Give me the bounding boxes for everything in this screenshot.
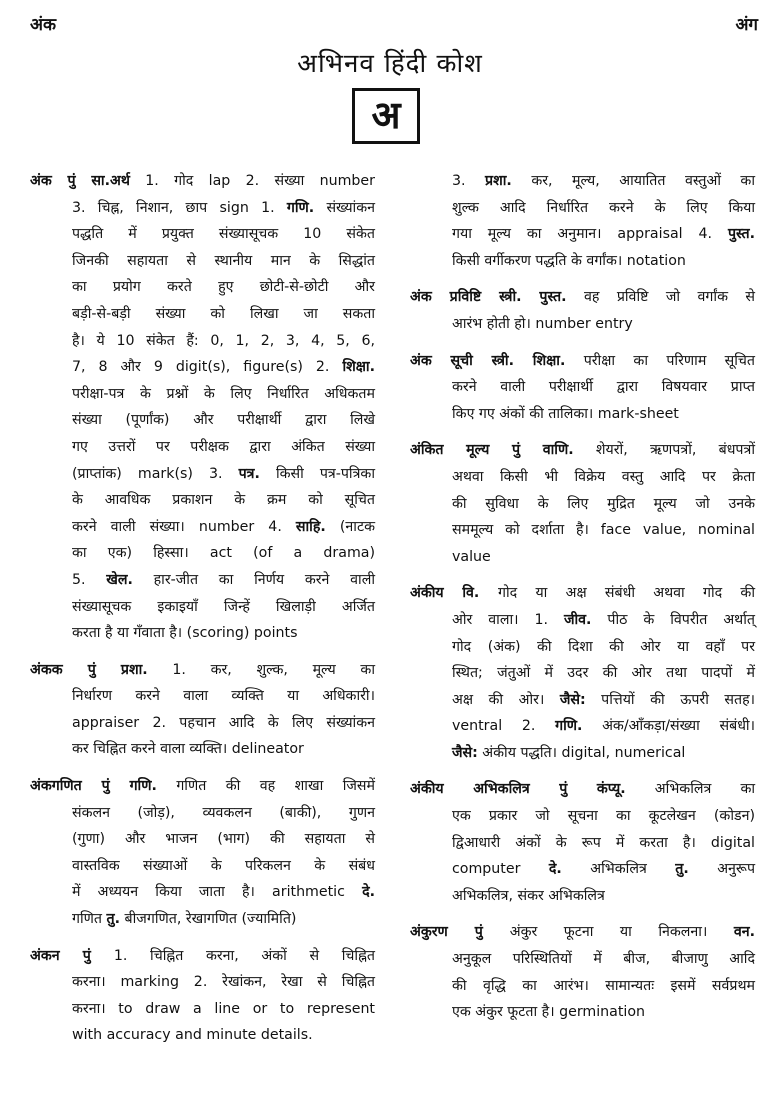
entry-line — [410, 660, 755, 687]
entry-line — [30, 879, 375, 906]
definition-text: हार-जीत का निर्णय करने वाली — [132, 571, 375, 588]
entry-line — [410, 168, 755, 195]
definition-text: करने वाली संख्या। number 4. — [72, 518, 296, 535]
definition-text: शेयरों, ऋणपत्रों, बंधपत्रों — [573, 442, 755, 459]
headword-or-label: वाणि. — [542, 442, 574, 459]
definition-text: किसी पत्र-पत्रिका — [259, 465, 375, 482]
entry-line — [410, 919, 755, 946]
definition-text: निर्धारण करने वाला व्यक्ति या अधिकारी। — [72, 688, 375, 705]
entry-line — [30, 487, 375, 514]
definition-text: का एक) हिस्सा। act (of a drama) — [72, 545, 375, 562]
entry-line — [410, 883, 755, 910]
headword-or-label: सा.अर्थ — [91, 173, 130, 189]
entry-line — [30, 943, 375, 970]
definition-text: की वृद्धि का आरंभ। सामान्यतः इसमें सर्वप्रथम — [452, 977, 755, 994]
entry-line — [30, 461, 375, 488]
definition-text: एक अंकुर फूटता है। germination — [452, 1004, 646, 1021]
entry-line — [410, 740, 755, 767]
definition-text: परीक्षा-पत्र के प्रश्नों के लिए निर्धारित अधिकतम — [72, 385, 375, 402]
headword-or-label: जैसे: — [559, 691, 586, 708]
definition-text: अनुकूल परिस्थितियों में बीज, बीजाणु आदि — [452, 951, 755, 968]
entry-line — [30, 434, 375, 461]
left-column — [30, 168, 375, 1059]
definition-text: (प्राप्तांक) mark(s) 3. — [72, 465, 239, 482]
headword-or-label: गणि. — [286, 199, 315, 216]
definition-text: अक्ष की ओर। — [452, 691, 560, 708]
right-column — [410, 168, 755, 1036]
definition-text: द्विआधारी अंकों के रूप में करता है। digital — [452, 834, 755, 851]
definition-text: ventral 2. — [452, 718, 556, 735]
headword-or-label: अंकीय अभिकलित्र — [410, 781, 560, 798]
definition-text: गए उत्तरों पर परीक्षक द्वारा अंकित संख्या — [72, 438, 375, 455]
entry-line — [30, 853, 375, 880]
headword-or-label: पुस्त. — [727, 226, 755, 243]
entry-line — [30, 683, 375, 710]
dictionary-entry — [410, 168, 755, 274]
definition-text: जिनकी सहायता से स्थानीय मान के सिद्धांत — [72, 252, 375, 269]
definition-text: गणित — [72, 911, 107, 928]
definition-text: अंकीय पद्धति। digital, numerical — [477, 744, 686, 761]
definition-text: पद्धति में प्रयुक्त संख्यासूचक 10 संकेत — [72, 226, 375, 243]
entry-line — [410, 491, 755, 518]
definition-text: किसी वर्गीकरण पद्धति के वर्गांक। notation — [452, 252, 686, 269]
definition-text: वह प्रविष्टि जो वर्गांक से — [566, 289, 756, 306]
headword-or-label: दे. — [362, 884, 375, 901]
headword-or-label: अंकन — [30, 947, 83, 964]
definition-text: appraiser 2. पहचान आदि के लिए संख्यांकन — [72, 714, 375, 731]
definition-text: computer — [452, 861, 549, 878]
dictionary-entry — [410, 580, 755, 766]
entry-line — [410, 713, 755, 740]
dictionary-entry — [410, 776, 755, 909]
entry-line — [30, 996, 375, 1023]
definition-text: 1. चिह्नित करना, अंकों से चिह्नित — [113, 947, 375, 964]
definition-text: पत्तियों की ऊपरी सतह। — [585, 691, 755, 708]
entry-line — [410, 946, 755, 973]
dictionary-entry — [30, 168, 375, 647]
dictionary-entry — [410, 437, 755, 570]
entry-line — [410, 580, 755, 607]
definition-text: करना। marking 2. रेखांकन, रेखा से चिह्नित — [72, 974, 375, 991]
dictionary-entry — [30, 657, 375, 763]
headword-or-label: अंक — [30, 173, 68, 189]
definition-text: 7, 8 और 9 digit(s), figure(s) 2. — [72, 359, 343, 376]
entry-line — [30, 826, 375, 853]
entry-line — [30, 710, 375, 737]
entry-line — [410, 803, 755, 830]
definition-text: (नाटक — [325, 518, 376, 535]
definition-text: संख्यासूचक इकाइयाँ जिन्हें खिलाड़ी अर्जित — [72, 598, 375, 615]
running-head-right: अंग — [735, 15, 758, 35]
entry-line — [30, 969, 375, 996]
definition-text: कर, मूल्य, आयातित वस्तुओं का — [511, 173, 756, 189]
entry-line — [30, 594, 375, 621]
entry-line — [30, 221, 375, 248]
definition-text: में अध्ययन किया जाता है। arithmetic — [72, 884, 363, 901]
entry-line — [410, 517, 755, 544]
entry-line — [30, 195, 375, 222]
definition-text: बीजगणित, रेखागणित (ज्यामिति) — [120, 911, 297, 928]
definition-text: संख्यांकन — [314, 199, 376, 216]
entry-line — [410, 248, 755, 275]
entry-line — [410, 830, 755, 857]
headword-or-label: पुं — [474, 924, 510, 941]
definition-text: का प्रयोग करते हुए छोटी-से-छोटी और — [72, 279, 375, 296]
definition-text: किए गए अंकों की तालिका। mark-sheet — [452, 405, 679, 422]
headword-or-label: स्त्री. — [499, 289, 540, 306]
definition-text: 1. कर, शुल्क, मूल्य का — [147, 661, 376, 678]
entry-line — [410, 348, 755, 375]
definition-text: अंकुर फूटना या निकलना। — [509, 924, 734, 941]
definition-text: अभिकलित्र — [561, 861, 676, 878]
definition-text: गया मूल्य का अनुमान। appraisal 4. — [452, 226, 728, 243]
headword-or-label: कंप्यू. — [596, 781, 626, 798]
entry-line — [410, 311, 755, 338]
definition-text: परीक्षा का परिणाम सूचित — [565, 352, 756, 369]
entry-line — [410, 464, 755, 491]
definition-text: है। ये 10 संकेत हैं: 0, 1, 2, 3, 4, 5, 6, — [72, 332, 375, 349]
entry-line — [30, 407, 375, 434]
entry-line — [30, 168, 375, 195]
definition-text: करने वाली परीक्षार्थी द्वारा विषयवार प्राप्त — [452, 379, 755, 396]
entry-line — [30, 773, 375, 800]
entry-line — [30, 274, 375, 301]
headword-or-label: तु. — [675, 861, 689, 878]
headword-or-label: वि. — [462, 585, 498, 602]
headword-or-label: जैसे: — [452, 744, 478, 761]
dictionary-entry — [410, 348, 755, 428]
definition-text: कर चिह्नित करने वाला व्यक्ति। delineator — [72, 741, 304, 758]
entry-line — [30, 620, 375, 647]
entry-line — [30, 354, 375, 381]
definition-text: के आवधिक प्रकाशन के क्रम को सूचित — [72, 492, 375, 509]
headword-or-label: पुं — [101, 778, 130, 795]
headword-or-label: गणि. — [555, 718, 583, 735]
entry-line — [410, 776, 755, 803]
definition-text: 1. गोद lap 2. संख्या number — [129, 173, 375, 189]
headword-or-label: दे. — [548, 861, 562, 878]
headword-or-label: शिक्षा. — [532, 352, 566, 369]
definition-text: संख्या (पूर्णांक) और परीक्षार्थी द्वारा लिखे — [72, 412, 375, 429]
definition-text: ओर वाला। 1. — [452, 611, 564, 628]
entry-line — [30, 567, 375, 594]
definition-text: 3. — [452, 173, 486, 189]
definition-text: करता है या गँवाता है। (scoring) points — [72, 625, 298, 642]
running-head-left: अंक — [30, 15, 57, 35]
definition-text: संकलन (जोड़), व्यवकलन (बाकी), गुणन — [72, 804, 375, 821]
definition-text: अंक/आँकड़ा/संख्या संबंधी। — [582, 718, 755, 735]
entry-line — [410, 607, 755, 634]
entry-line — [30, 328, 375, 355]
headword-or-label: अंकगणित — [30, 778, 102, 795]
definition-text: बड़ी-से-बड़ी संख्या को लिखा जा सकता — [72, 305, 375, 322]
entry-line — [410, 195, 755, 222]
headword-or-label: साहि. — [295, 518, 326, 535]
entry-line — [410, 634, 755, 661]
headword-or-label: पत्र. — [238, 465, 260, 482]
headword-or-label: स्त्री. — [491, 352, 533, 369]
definition-text: गणित की वह शाखा जिसमें — [156, 778, 375, 795]
entry-line — [30, 248, 375, 275]
definition-text: सममूल्य को दर्शाता है। face value, nominal — [452, 522, 755, 539]
headword-or-label: अंक प्रविष्टि — [410, 289, 500, 306]
definition-text: with accuracy and minute details. — [72, 1027, 313, 1044]
dictionary-entry — [30, 943, 375, 1049]
entry-line — [410, 687, 755, 714]
entry-line — [410, 437, 755, 464]
headword-or-label: अंकक — [30, 661, 88, 678]
headword-or-label: प्रशा. — [485, 173, 512, 189]
headword-or-label: पुं — [559, 781, 597, 798]
definition-text: एक प्रकार जो सूचना का कूटलेखन (कोडन) — [452, 808, 755, 825]
definition-text: की सुविधा के लिए मुद्रित मूल्य जो उनके — [452, 495, 755, 512]
headword-or-label: शिक्षा. — [342, 359, 375, 376]
definition-text: अथवा किसी भी विक्रेय वस्तु आदि पर क्रेता — [452, 468, 755, 485]
entry-line — [410, 999, 755, 1026]
dictionary-entry — [30, 773, 375, 933]
entry-line — [30, 540, 375, 567]
headword-or-label: तु. — [106, 911, 121, 928]
headword-or-label: पुं — [67, 173, 92, 189]
dictionary-entry — [410, 284, 755, 337]
definition-text: अनुरूप — [688, 861, 756, 878]
entry-line — [410, 973, 755, 1000]
headword-or-label: पुस्त. — [539, 289, 567, 306]
headword-or-label: अंक सूची — [410, 352, 492, 369]
headword-or-label: वन. — [733, 924, 755, 941]
entry-line — [410, 284, 755, 311]
section-letter-box: अ — [352, 88, 420, 144]
definition-text: स्थित; जंतुओं में उदर की ओर तथा पादपों में — [452, 665, 755, 682]
headword-or-label: खेल. — [106, 571, 133, 588]
entry-line — [410, 401, 755, 428]
definition-text: वास्तविक संख्याओं के परिकलन के संबंध — [72, 857, 375, 874]
headword-or-label: गणि. — [129, 778, 157, 795]
dictionary-entry — [410, 919, 755, 1025]
entry-line — [410, 544, 755, 571]
definition-text: करना। to draw a line or to represent — [72, 1000, 375, 1017]
entry-line — [30, 301, 375, 328]
definition-text: गोद (अंक) की दिशा की ओर या वहाँ पर — [452, 638, 755, 655]
headword-or-label: प्रशा. — [120, 661, 148, 678]
headword-or-label: पुं — [87, 661, 121, 678]
headword-or-label: पुं — [82, 947, 114, 964]
definition-text: 3. चिह्न, निशान, छाप sign 1. — [72, 199, 287, 216]
definition-text: आरंभ होती हो। number entry — [452, 315, 633, 332]
definition-text: पीठ के विपरीत अर्थात् — [591, 611, 756, 628]
entry-line — [30, 736, 375, 763]
headword-or-label: पुं — [512, 442, 543, 459]
headword-or-label: जीव. — [563, 611, 592, 628]
entry-line — [30, 514, 375, 541]
entry-line — [30, 1022, 375, 1049]
entry-line — [410, 374, 755, 401]
headword-or-label: अंकीय — [410, 585, 463, 602]
definition-text: अभिकलित्र का — [625, 781, 756, 798]
entry-line — [30, 657, 375, 684]
definition-text: गोद या अक्ष संबंधी अथवा गोद की — [498, 585, 756, 602]
entry-line — [30, 800, 375, 827]
definition-text: 5. — [72, 571, 107, 588]
entry-line — [30, 381, 375, 408]
headword-or-label: अंकुरण — [410, 924, 475, 941]
dictionary-title: अभिनव हिंदी कोश — [297, 49, 483, 79]
headword-or-label: अंकित मूल्य — [410, 442, 513, 459]
definition-text: अभिकलित्र, संकर अभिकलित्र — [452, 887, 605, 904]
definition-text: शुल्क आदि निर्धारित करने के लिए किया — [452, 199, 755, 216]
entry-line — [410, 221, 755, 248]
definition-text: (गुणा) और भाजन (भाग) की सहायता से — [72, 831, 375, 848]
entry-line — [410, 856, 755, 883]
definition-text: value — [452, 548, 491, 565]
entry-line — [30, 906, 375, 933]
